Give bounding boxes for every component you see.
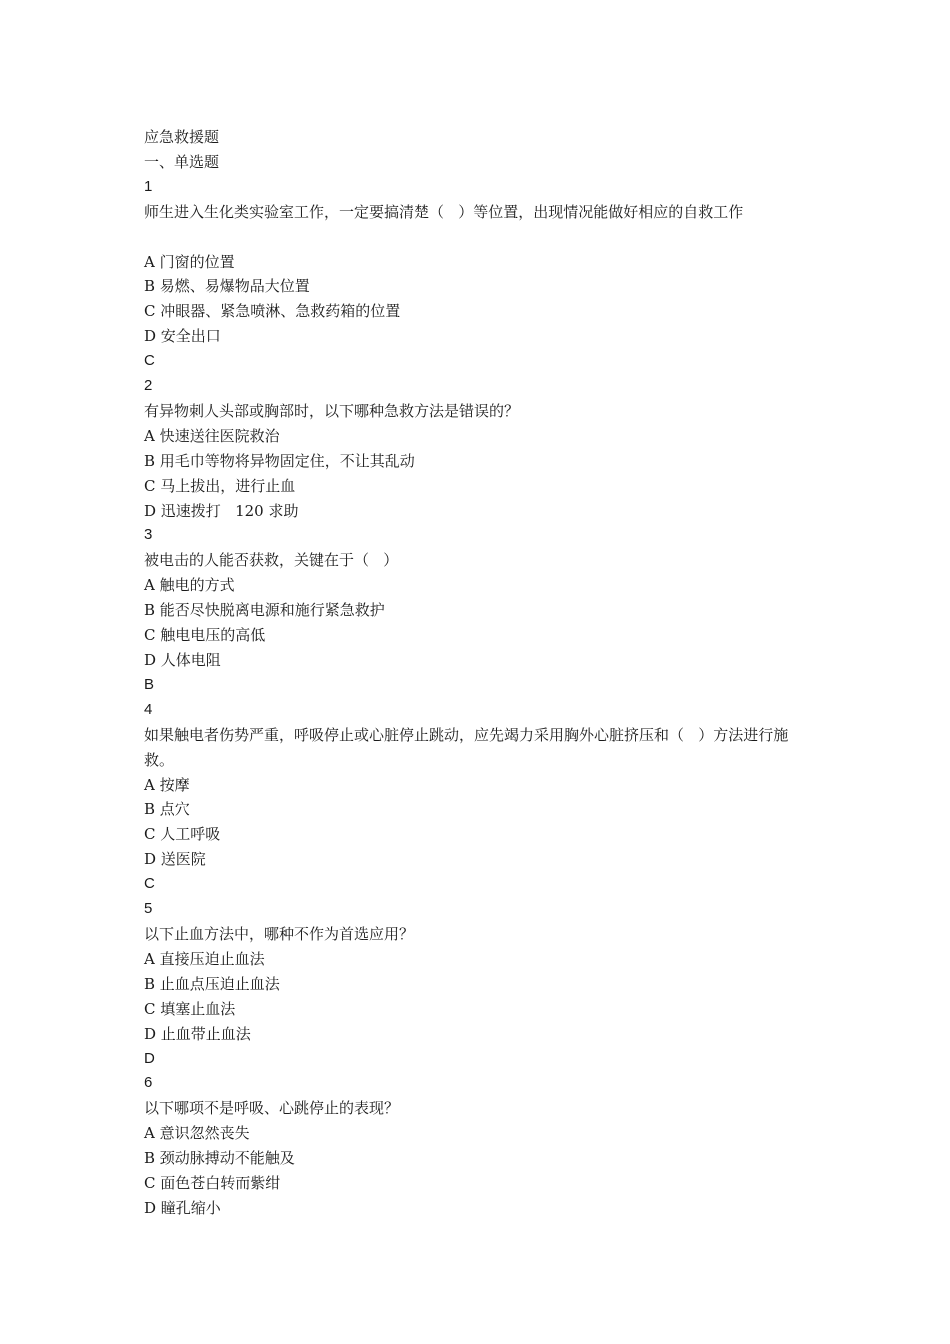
option-d: D 瞳孔缩小 xyxy=(144,1198,221,1217)
question-block xyxy=(144,374,814,523)
option-a: A 直接压迫止血法 xyxy=(144,949,265,968)
option-a: A 快速送往医院救治 xyxy=(144,426,280,445)
blank-line xyxy=(144,225,814,250)
option-c: C 触电电压的高低 xyxy=(144,626,266,645)
question-number: 3 xyxy=(144,526,153,544)
question-answer: D xyxy=(144,1049,155,1067)
option-d: D 迅速拨打 120 求助 xyxy=(144,501,299,520)
option-d: D 人体电阻 xyxy=(144,651,221,670)
question-stem: 以下哪项不是呼吸、心跳停止的表现？ xyxy=(144,1099,400,1118)
option-b: B 点穴 xyxy=(144,800,190,819)
option-d: D 止血带止血法 xyxy=(144,1024,251,1043)
option-a: A 门窗的位置 xyxy=(144,252,235,271)
question-number: 2 xyxy=(144,377,153,395)
question-number: 5 xyxy=(144,900,153,918)
question-stem: 如果触电者伤势严重，呼吸停止或心脏停止跳动，应先竭力采用胸外心脏挤压和（ ）方法进行施救。 xyxy=(144,725,789,769)
question-number: 1 xyxy=(144,177,153,195)
question-answer: C xyxy=(144,352,155,370)
option-d: D 送医院 xyxy=(144,850,206,869)
document-title: 应急救援题 xyxy=(144,128,220,146)
section-heading: 一、单选题 xyxy=(144,152,220,171)
question-stem: 以下止血方法中，哪种不作为首选应用？ xyxy=(144,924,415,943)
question-block xyxy=(144,698,814,897)
question-number: 4 xyxy=(144,700,153,718)
option-c: C 人工呼吸 xyxy=(144,825,221,844)
question-block xyxy=(144,897,814,1071)
option-c: C 马上拔出，进行止血 xyxy=(144,476,296,495)
option-c: C 面色苍白转而紫绀 xyxy=(144,1174,281,1193)
option-a: A 触电的方式 xyxy=(144,576,235,595)
option-a: A 意识忽然丧失 xyxy=(144,1124,250,1143)
question-stem: 有异物刺人头部或胸部时，以下哪种急救方法是错误的？ xyxy=(144,401,520,420)
option-c: C 冲眼器、紧急喷淋、急救药箱的位置 xyxy=(144,302,401,321)
document-body xyxy=(144,125,814,1221)
option-d: D 安全出口 xyxy=(144,327,221,346)
option-b: B 用毛巾等物将异物固定住，不让其乱动 xyxy=(144,451,415,470)
question-number: 6 xyxy=(144,1074,153,1092)
question-answer: C xyxy=(144,875,155,893)
option-b: B 止血点压迫止血法 xyxy=(144,974,280,993)
question-answer: B xyxy=(144,675,155,693)
option-b: B 颈动脉搏动不能触及 xyxy=(144,1149,295,1168)
question-stem: 师生进入生化类实验室工作，一定要搞清楚（ ）等位置，出现情况能做好相应的自救工作 xyxy=(144,202,744,221)
option-a: A 按摩 xyxy=(144,775,190,794)
question-block xyxy=(144,175,814,374)
option-b: B 能否尽快脱离电源和施行紧急救护 xyxy=(144,601,385,620)
question-block xyxy=(144,1071,814,1220)
option-c: C 填塞止血法 xyxy=(144,999,236,1018)
question-block xyxy=(144,523,814,697)
question-stem: 被电击的人能否获救，关键在于（ ） xyxy=(144,551,399,570)
option-b: B 易燃、易爆物品大位置 xyxy=(144,277,310,296)
